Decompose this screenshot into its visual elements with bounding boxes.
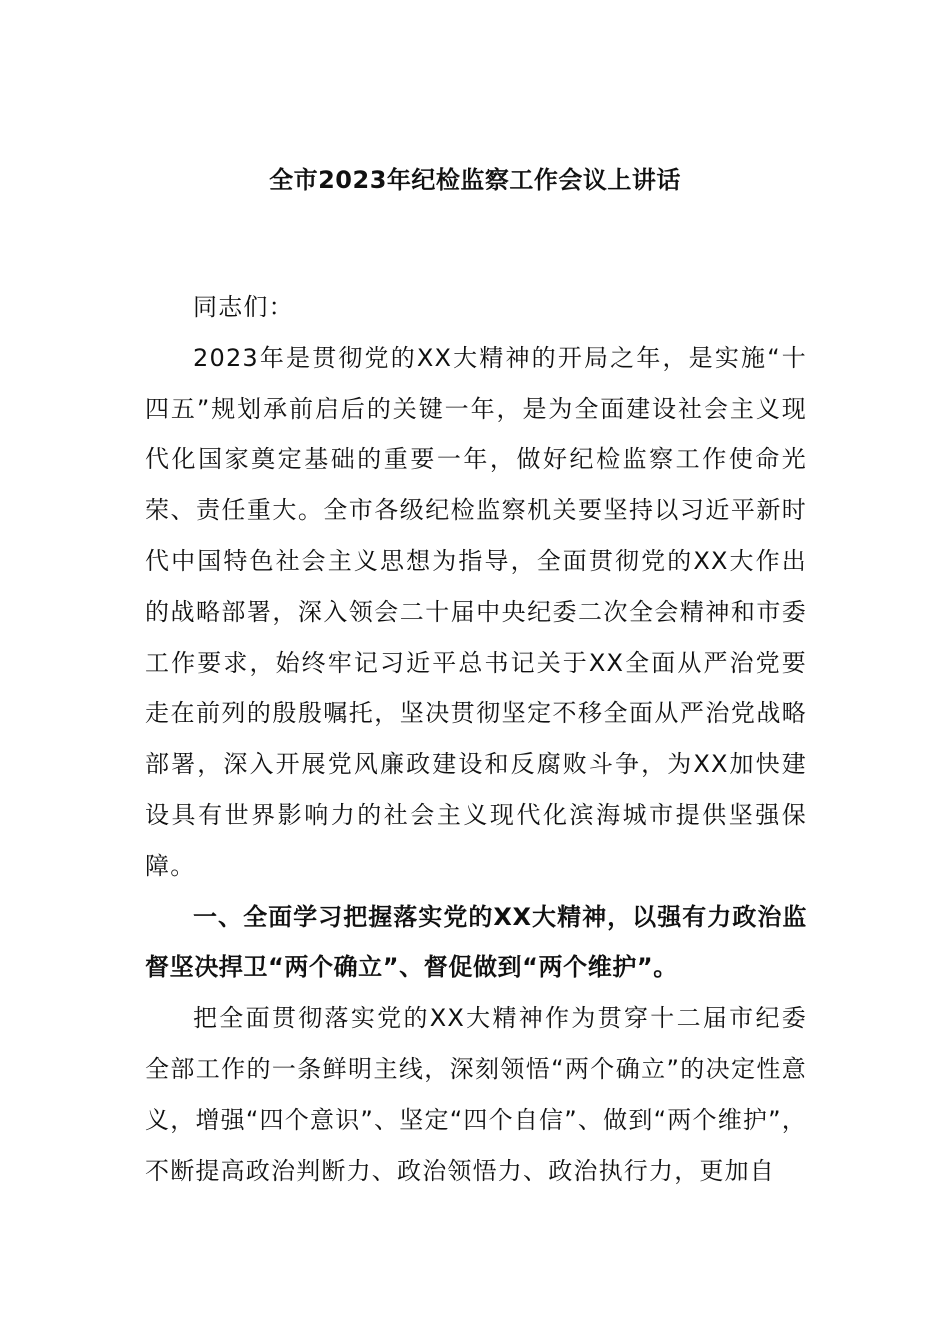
- section-heading: 一、全面学习把握落实党的XX大精神，以强有力政治监督坚决捍卫“两个确立”、督促做到“两个维护”。: [145, 902, 807, 982]
- document-body: [145, 282, 807, 1196]
- document-title: 全市2023年纪检监察工作会议上讲话: [269, 166, 681, 194]
- salutation: 同志们：: [193, 293, 294, 321]
- intro-paragraph: 2023年是贯彻党的XX大精神的开局之年，是实施“十四五”规划承前启后的关键一年，是为全面建设社会主义现代化国家奠定基础的重要一年，做好纪检监察工作使命光荣、责任重大。全市各级纪检监察机关要坚持以习近平新时代中国特色社会主义思想为指导，全面贯彻党的XX大作出的战略部署，深入领会二十届中央纪委二次全会精神和市委工作要求，始终牢记习近平总书记关于XX全面从严治党要走在前列的殷殷嘱托，坚决贯彻坚定不移全面从严治党战略部署，深入开展党风廉政建设和反腐败斗争，为XX加快建设具有世界影响力的社会主义现代化滨海城市提供坚强保障。: [145, 343, 807, 880]
- section-paragraph: 把全面贯彻落实党的XX大精神作为贯穿十二届市纪委全部工作的一条鲜明主线，深刻领悟“两个确立”的决定性意义，增强“四个意识”、坚定“四个自信”、做到“两个维护”，不断提高政治判断力、政治领悟力、政治执行力，更加自: [145, 1004, 807, 1185]
